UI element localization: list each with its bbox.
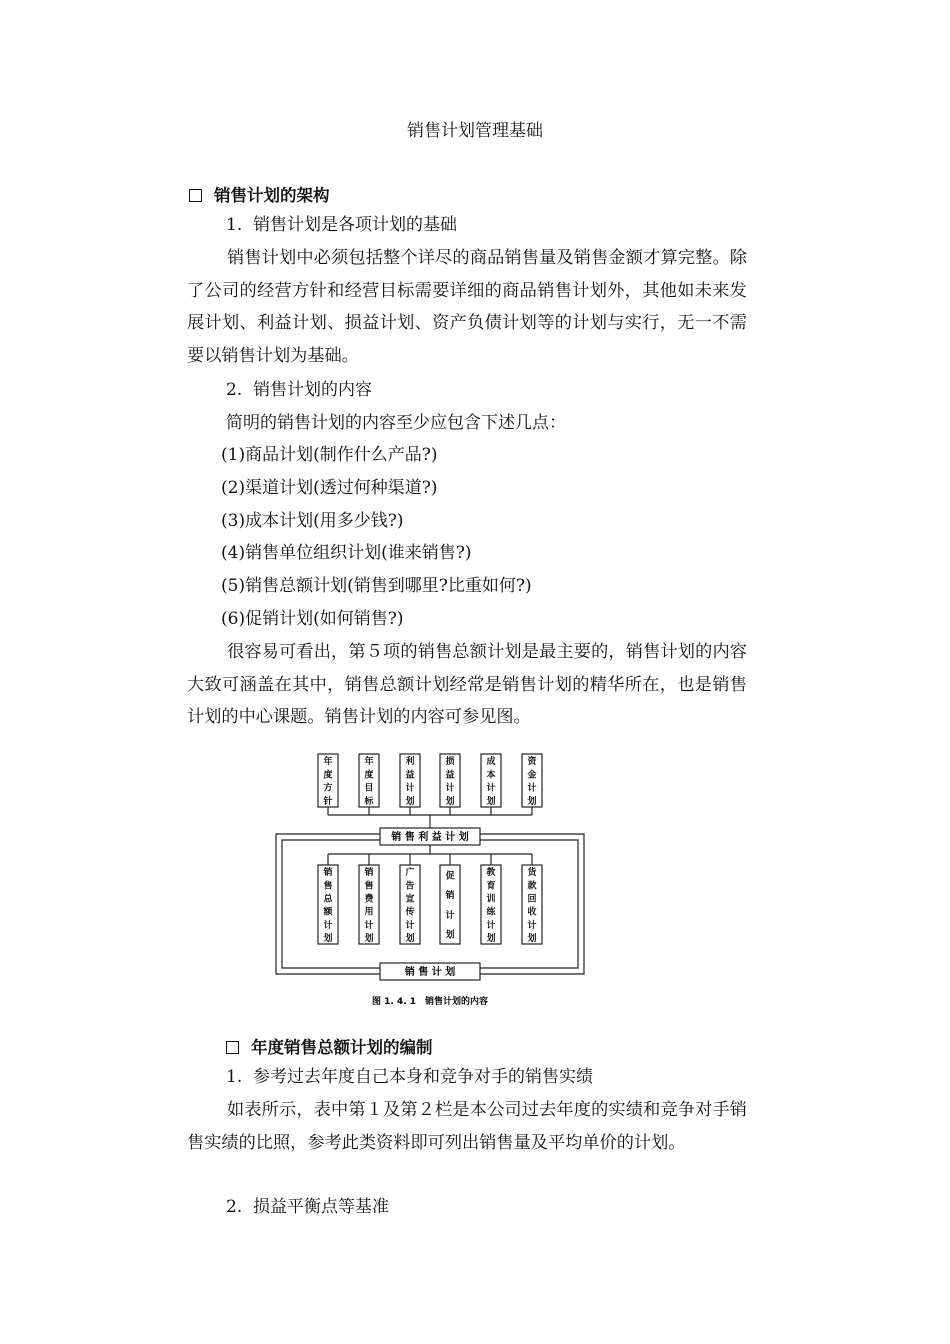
section1-item1-paragraph: 销售计划中必须包括整个详尽的商品销售量及销售金额才算完整。除了公司的经营方针和经营目标需要详细的商品销售计划外，其他如未来发展计划、利益计划、损益计划、资产负债计划等的计划与实行，无一不需要以销售计划为基础。 <box>187 248 747 366</box>
section2-heading <box>226 1034 433 1058</box>
diagram-top-box-6: 资金计划 <box>527 757 537 807</box>
sales-plan-diagram <box>270 748 590 1010</box>
section2-item1-title <box>226 1067 593 1087</box>
diagram-middle-box: 销 售 利 益 计 划 <box>391 832 469 843</box>
item-number: 2. <box>226 1197 243 1217</box>
diagram-bottom-box-3: 广告宣传计划 <box>405 868 415 944</box>
section2-heading-text: 年度销售总额计划的编制 <box>251 1038 433 1057</box>
section2-item1-paragraph: 如表所示，表中第１及第２栏是本公司过去年度的实绩和竞争对手销售实绩的比照，参考此类资料即可列出销售量及平均单价的计划。 <box>187 1100 747 1153</box>
section1-item2-paragraph: 很容易可看出，第５项的销售总额计划是最主要的，销售计划的内容大致可涵盖在其中，销售总额计划经常是销售计划的精华所在，也是销售计划的中心课题。销售计划的内容可参见图。 <box>187 642 747 728</box>
item-title-text: 销售计划是各项计划的基础 <box>253 215 458 235</box>
section1-heading-text: 销售计划的架构 <box>214 186 330 205</box>
diagram-top-box-2: 年度目标 <box>364 757 374 807</box>
list-item: (4)销售单位组织计划(谁来销售?) <box>221 543 472 563</box>
diagram-base-box: 销 售 计 划 <box>404 967 456 978</box>
item-number: 1. <box>226 215 243 235</box>
list-item: (3)成本计划(用多少钱?) <box>221 511 404 531</box>
list-item: (2)渠道计划(透过何种渠道?) <box>221 478 438 498</box>
diagram-bottom-box-4: 促销计划 <box>445 871 455 941</box>
checkbox-icon <box>226 1041 239 1054</box>
diagram-top-box-1: 年度方针 <box>323 757 333 807</box>
item-number: 1. <box>226 1067 243 1087</box>
diagram-caption: 图 1. 4. 1 销售计划的内容 <box>371 997 489 1007</box>
item-title-text: 销售计划的内容 <box>253 380 373 400</box>
item-number: 2. <box>226 380 243 400</box>
diagram-bottom-box-6: 货款回收计划 <box>527 868 537 944</box>
section1-item2-title <box>226 380 372 400</box>
section1-item2-intro: 简明的销售计划的内容至少应包含下述几点： <box>226 413 566 433</box>
list-item: (5)销售总额计划(销售到哪里?比重如何?) <box>221 576 532 596</box>
diagram-top-box-5: 成本计划 <box>486 757 496 807</box>
diagram-bottom-box-1: 销售总额计划 <box>323 868 333 944</box>
diagram-top-box-4: 损益计划 <box>445 757 455 807</box>
page-title: 销售计划管理基础 <box>407 121 543 141</box>
section1-heading <box>189 182 330 206</box>
list-item: (6)促销计划(如何销售?) <box>221 609 404 629</box>
diagram-bottom-box-2: 销售费用计划 <box>364 868 374 944</box>
item-title-text: 损益平衡点等基准 <box>253 1197 390 1217</box>
checkbox-icon <box>189 189 202 202</box>
section1-item1-title <box>226 215 457 235</box>
list-item: (1)商品计划(制作什么产品?) <box>221 445 438 465</box>
item-title-text: 参考过去年度自己本身和竞争对手的销售实绩 <box>253 1067 594 1087</box>
diagram-top-box-3: 利益计划 <box>405 757 415 807</box>
diagram-bottom-box-5: 教育训练计划 <box>486 868 496 944</box>
section2-item2-title <box>226 1197 389 1217</box>
